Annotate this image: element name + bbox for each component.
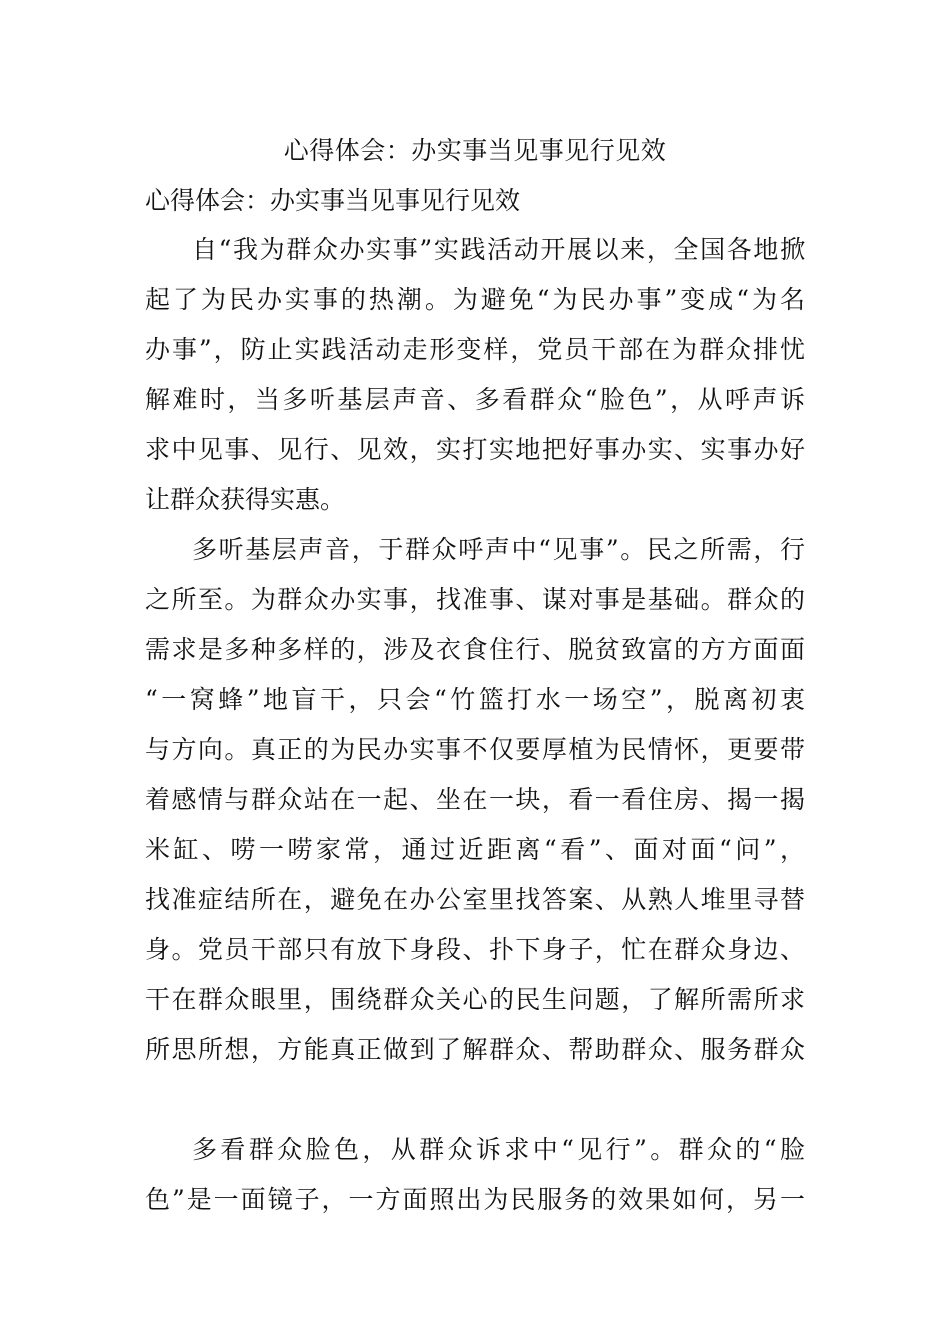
paragraph-2-line: “一窝蜂”地盲干，只会“竹篮打水一场空”，脱离初衷: [145, 685, 805, 714]
paragraph-1-line: 让群众获得实惠。: [145, 485, 346, 514]
paragraph-2-line: 与方向。真正的为民办实事不仅要厚植为民情怀，更要带: [145, 735, 805, 764]
paragraph-2-line: 多听基层声音，于群众呼声中“见事”。民之所需，行: [192, 535, 805, 564]
page-title: 心得体会：办实事当见事见行见效: [283, 136, 667, 165]
paragraph-2-line: 找准症结所在，避免在办公室里找答案、从熟人堆里寻替: [145, 885, 805, 914]
paragraph-1-line: 解难时，当多听基层声音、多看群众“脸色”，从呼声诉: [145, 385, 805, 414]
paragraph-2-line: 身。党员干部只有放下身段、扑下身子，忙在群众身边、: [145, 935, 805, 964]
paragraph-3-line: 色”是一面镜子，一方面照出为民服务的效果如何，另一: [145, 1185, 805, 1214]
paragraph-2-line: 米缸、唠一唠家常，通过近距离“看”、面对面“问”，: [145, 835, 805, 864]
paragraph-3-line: 多看群众脸色，从群众诉求中“见行”。群众的“脸: [192, 1135, 805, 1164]
paragraph-1-line: 自“我为群众办实事”实践活动开展以来，全国各地掀: [192, 235, 805, 264]
paragraph-1-line: 求中见事、见行、见效，实打实地把好事办实、实事办好: [145, 435, 805, 464]
paragraph-2-line: 干在群众眼里，围绕群众关心的民生问题，了解所需所求: [145, 985, 805, 1014]
document-subtitle: 心得体会：办实事当见事见行见效: [145, 186, 521, 215]
paragraph-2-line: 需求是多种多样的，涉及衣食住行、脱贫致富的方方面面: [145, 635, 805, 664]
paragraph-1-line: 办事”，防止实践活动走形变样，党员干部在为群众排忧: [145, 335, 805, 364]
paragraph-2-line: 着感情与群众站在一起、坐在一块，看一看住房、揭一揭: [145, 785, 805, 814]
paragraph-2-line: 之所至。为群众办实事，找准事、谋对事是基础。群众的: [145, 585, 805, 614]
paragraph-1-line: 起了为民办实事的热潮。为避免“为民办事”变成“为名: [145, 285, 805, 314]
paragraph-2-line: 所思所想，方能真正做到了解群众、帮助群众、服务群众: [145, 1035, 805, 1064]
